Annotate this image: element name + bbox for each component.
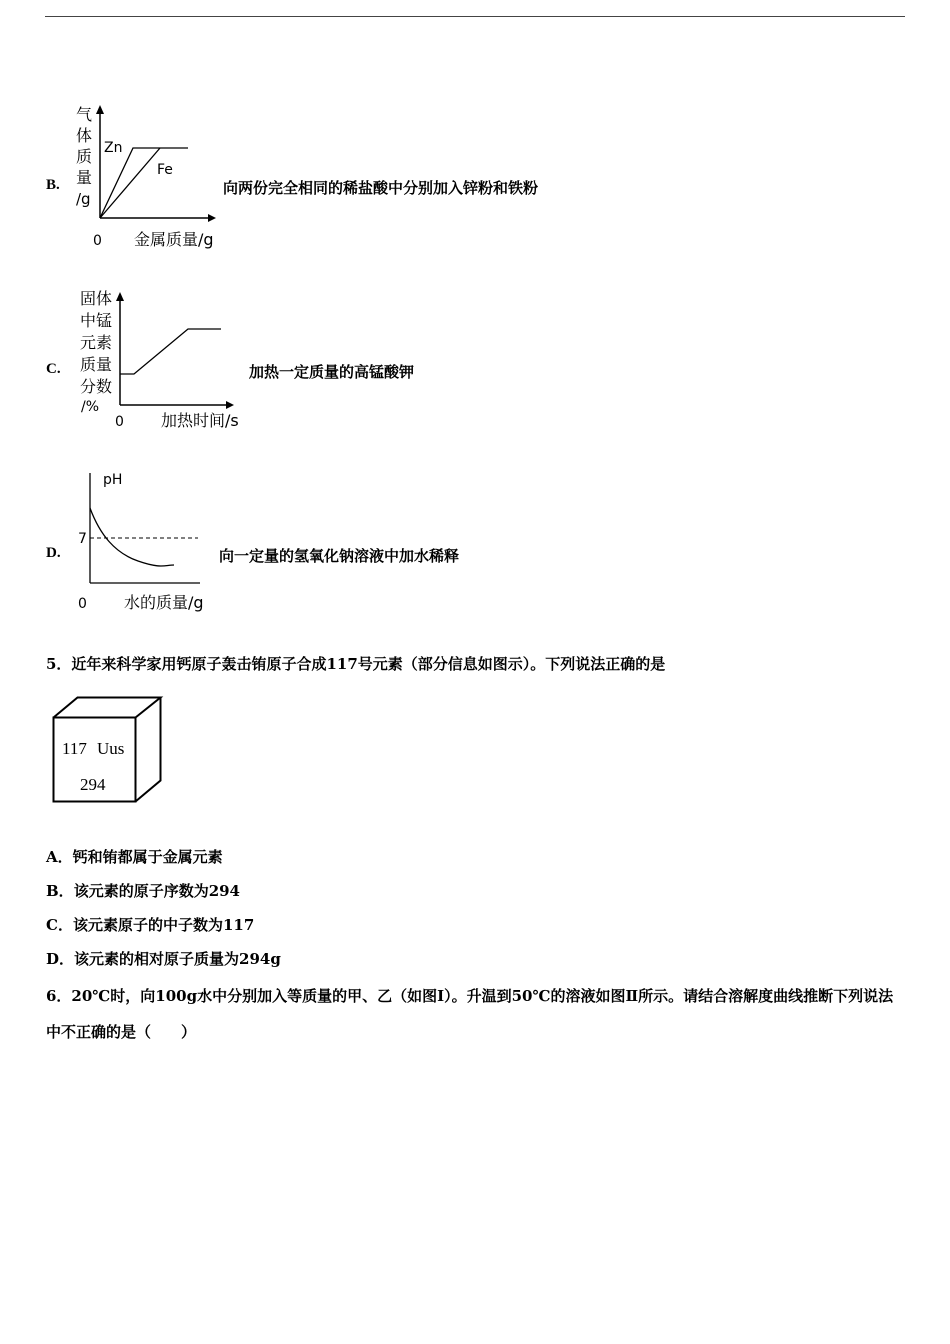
element-symbol: Uus — [97, 739, 125, 758]
element-box-side — [136, 698, 161, 802]
x-axis-arrow — [208, 214, 216, 222]
tick-7-label: 7 — [78, 531, 87, 547]
origin-label: 0 — [115, 414, 124, 430]
y-label-5: 分数 — [80, 377, 113, 396]
y-label-5: /g — [76, 190, 91, 208]
origin-label: 0 — [78, 596, 87, 612]
option-text: 钙和铕都属于金属元素 — [72, 848, 223, 866]
x-axis-label: 金属质量/g — [134, 230, 214, 249]
option-c-text: 加热一定质量的高锰酸钾 — [249, 363, 415, 381]
y-label-6: /% — [81, 399, 100, 415]
q5-option-c — [46, 914, 254, 935]
q6-stem: 6．20℃时，向100g水中分别加入等质量的甲、乙（如图I）。升温到50℃的溶液如图Ⅱ所示。请结合溶解度曲线推断下列说法中不正确的是（ ） — [46, 987, 894, 1041]
y-axis-label: pH — [103, 472, 123, 488]
y-label-2: 中锰 — [80, 311, 113, 330]
element-mass: 294 — [80, 775, 106, 794]
element-number: 117 — [62, 739, 87, 758]
x-axis-label: 加热时间/s — [161, 411, 239, 430]
zn-line — [100, 148, 188, 218]
y-label-4: 质量 — [80, 355, 113, 374]
option-b-text: 向两份完全相同的稀盐酸中分别加入锌粉和铁粉 — [223, 179, 539, 197]
zn-label: Zn — [104, 140, 123, 156]
y-label-3: 元素 — [80, 333, 113, 352]
q5-option-d — [46, 948, 281, 969]
origin-label: 0 — [93, 233, 102, 249]
y-label-1: 固体 — [80, 289, 113, 308]
fe-line — [100, 148, 160, 218]
option-letter: C． — [46, 916, 73, 934]
option-letter: A． — [46, 848, 73, 866]
q5-element-box — [50, 694, 165, 806]
option-text: 该元素原子的中子数为117 — [72, 916, 255, 934]
option-d-graph — [70, 465, 220, 617]
option-letter: B． — [46, 882, 74, 900]
element-box-top — [54, 698, 161, 718]
ph-curve — [90, 508, 174, 566]
y-label-2: 体 — [76, 126, 93, 145]
y-label-3: 质 — [76, 147, 93, 166]
mn-fraction-line — [120, 329, 221, 374]
option-d-letter: D. — [46, 545, 61, 561]
y-axis-arrow — [116, 292, 124, 301]
q5-stem: 5．近年来科学家用钙原子轰击铕原子合成117号元素（部分信息如图示）。下列说法正确的是 — [46, 655, 666, 673]
option-letter: D． — [46, 950, 75, 968]
option-text: 该元素的相对原子质量为294g — [74, 950, 281, 968]
y-label-4: 量 — [76, 168, 93, 187]
q5-option-a — [46, 846, 223, 867]
option-c-letter: C. — [46, 361, 61, 377]
option-b-graph — [70, 100, 230, 255]
header-rule — [45, 16, 905, 17]
option-text: 该元素的原子序数为294 — [73, 882, 240, 900]
option-d-text: 向一定量的氢氧化钠溶液中加水稀释 — [219, 547, 460, 565]
fe-label: Fe — [157, 162, 173, 178]
x-axis-arrow — [226, 401, 234, 409]
x-axis-label: 水的质量/g — [124, 593, 204, 612]
option-c-graph — [76, 285, 251, 435]
q5-option-b — [46, 880, 240, 901]
option-b-letter: B. — [46, 177, 60, 193]
y-label-1: 气 — [76, 105, 93, 124]
y-axis-arrow — [96, 105, 104, 114]
